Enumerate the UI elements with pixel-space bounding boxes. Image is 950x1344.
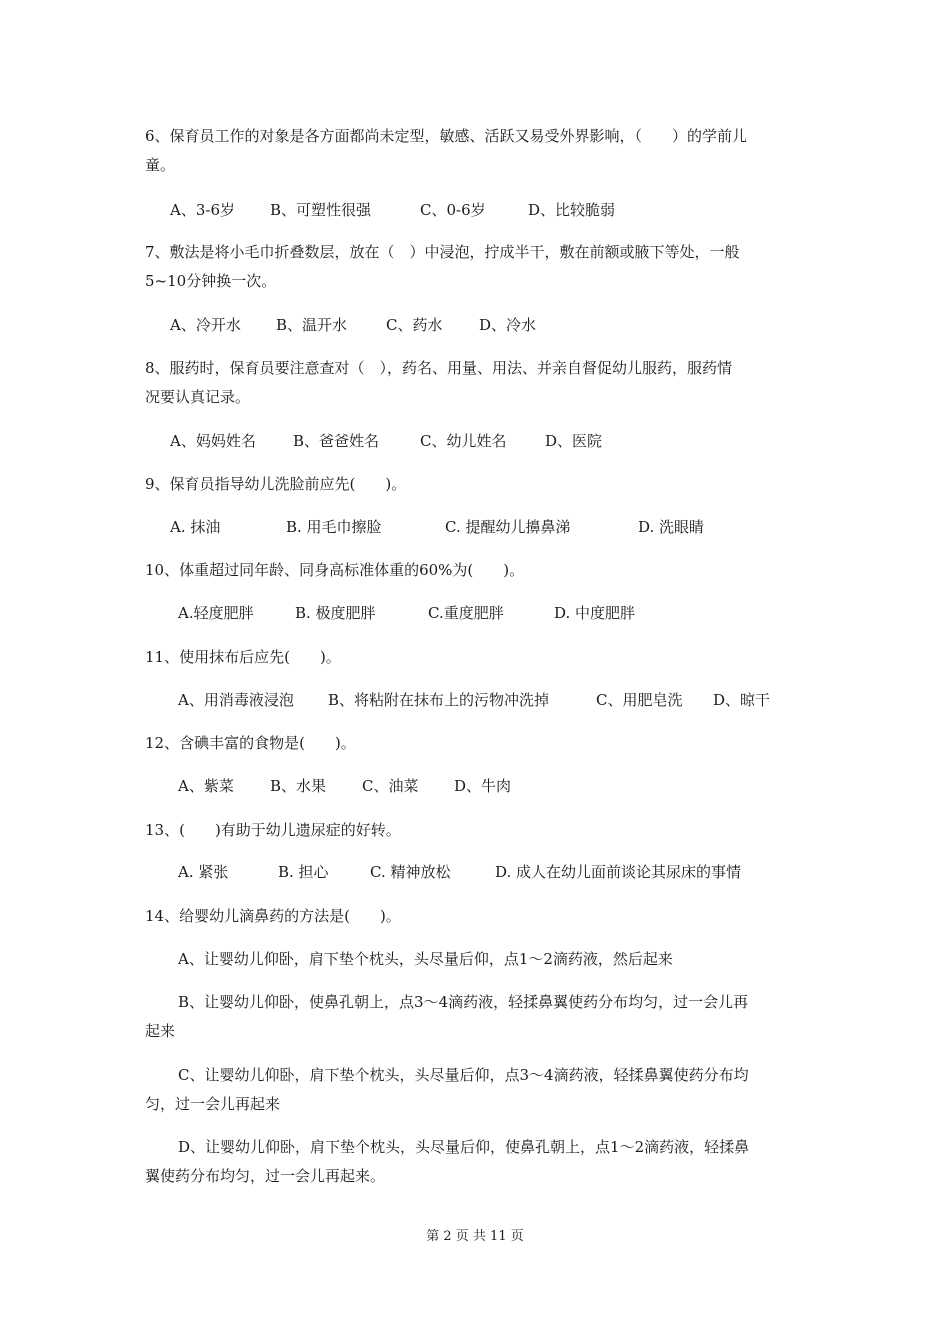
question-10-option-c: C.重度肥胖 [428, 604, 504, 622]
question-10-option-a: A.轻度肥胖 [178, 604, 254, 622]
question-13-option-b: B. 担心 [278, 863, 329, 881]
question-6-line-1: 6、保育员工作的对象是各方面都尚未定型，敏感、活跃又易受外界影响，（ ）的学前儿 [145, 127, 748, 145]
question-13-option-c: C. 精神放松 [370, 863, 451, 881]
question-12-option-d: D、牛肉 [454, 777, 512, 795]
question-14-choice-c-line-1: C、让婴幼儿仰卧，肩下垫个枕头，头尽量后仰，点3～4滴药液，轻揉鼻翼使药分布均 [178, 1066, 749, 1084]
question-14-choice-b-line-2: 起来 [145, 1022, 176, 1040]
question-11-option-d: D、晾干 [713, 691, 771, 709]
question-9-option-d: D. 洗眼睛 [638, 518, 705, 536]
question-8-option-b: B、爸爸姓名 [293, 432, 380, 450]
question-14-choice-d-line-1: D、让婴幼儿仰卧，肩下垫个枕头，头尽量后仰，使鼻孔朝上，点1～2滴药液，轻揉鼻 [178, 1138, 750, 1156]
question-9-option-b: B. 用毛巾擦脸 [286, 518, 382, 536]
question-14-choice-a-line-1: A、让婴幼儿仰卧，肩下垫个枕头，头尽量后仰，点1～2滴药液，然后起来 [178, 950, 673, 968]
question-11-line-1: 11、使用抹布后应先( )。 [145, 648, 341, 666]
question-12-option-a: A、紫菜 [178, 777, 234, 795]
question-13-option-d: D. 成人在幼儿面前谈论其尿床的事情 [495, 863, 742, 881]
question-13-line-1: 13、( )有助于幼儿遗尿症的好转。 [145, 821, 401, 839]
page-number-footer: 第 2 页 共 11 页 [426, 1229, 524, 1244]
question-6-option-c: C、0-6岁 [420, 201, 486, 219]
question-12-option-c: C、油菜 [362, 777, 419, 795]
question-7-option-b: B、温开水 [276, 316, 348, 334]
question-7-line-1: 7、敷法是将小毛巾折叠数层，放在（ ）中浸泡，拧成半干，敷在前额或腋下等处，一般 [145, 243, 740, 261]
question-14-choice-d-line-2: 翼使药分布均匀，过一会儿再起来。 [145, 1167, 386, 1185]
question-6-option-d: D、比较脆弱 [528, 201, 616, 219]
question-7-option-c: C、药水 [386, 316, 443, 334]
question-9-option-a: A. 抹油 [170, 518, 221, 536]
question-10-option-d: D. 中度肥胖 [554, 604, 636, 622]
question-6-line-2: 童。 [145, 156, 176, 174]
question-8-option-c: C、幼儿姓名 [420, 432, 507, 450]
question-10-option-b: B. 极度肥胖 [295, 604, 376, 622]
question-7-option-a: A、冷开水 [170, 316, 241, 334]
question-8-option-a: A、妈妈姓名 [170, 432, 256, 450]
question-11-option-b: B、将粘附在抹布上的污物冲洗掉 [328, 691, 550, 709]
question-6-option-b: B、可塑性很强 [270, 201, 372, 219]
question-6-option-a: A、3-6岁 [170, 201, 235, 219]
question-7-line-2: 5~10分钟换一次。 [145, 272, 277, 290]
question-13-option-a: A. 紧张 [178, 863, 229, 881]
question-14-line-1: 14、给婴幼儿滴鼻药的方法是( )。 [145, 907, 401, 925]
question-7-option-d: D、冷水 [479, 316, 537, 334]
question-11-option-c: C、用肥皂洗 [596, 691, 683, 709]
question-8-option-d: D、医院 [545, 432, 603, 450]
question-14-choice-b-line-1: B、让婴幼儿仰卧，使鼻孔朝上，点3～4滴药液，轻揉鼻翼使药分布均匀，过一会儿再 [178, 993, 749, 1011]
question-12-line-1: 12、含碘丰富的食物是( )。 [145, 734, 356, 752]
question-8-line-2: 况要认真记录。 [145, 388, 251, 406]
question-9-option-c: C. 提醒幼儿擤鼻涕 [445, 518, 571, 536]
question-8-line-1: 8、服药时，保育员要注意查对（ ），药名、用量、用法、并亲自督促幼儿服药，服药情 [145, 359, 733, 377]
question-11-option-a: A、用消毒液浸泡 [178, 691, 294, 709]
question-10-line-1: 10、体重超过同年龄、同身高标准体重的60%为( )。 [145, 561, 525, 579]
question-14-choice-c-line-2: 匀，过一会儿再起来 [145, 1095, 281, 1113]
question-12-option-b: B、水果 [270, 777, 327, 795]
question-9-line-1: 9、保育员指导幼儿洗脸前应先( )。 [145, 475, 407, 493]
